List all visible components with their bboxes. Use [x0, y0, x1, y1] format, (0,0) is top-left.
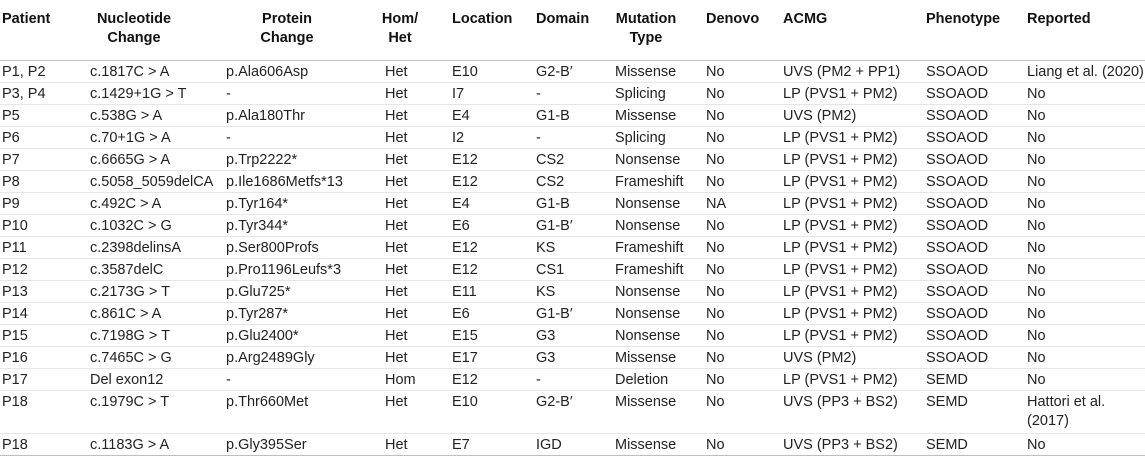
cell-acmg: UVS (PP3 + BS2) [783, 394, 898, 410]
cell-nucleotide: c.7465C > G [90, 350, 172, 366]
cell-domain: - [536, 86, 541, 102]
cell-denovo: No [706, 372, 725, 388]
cell-patient: P13 [2, 284, 28, 300]
cell-domain: G1-B′ [536, 306, 573, 322]
cell-phenotype: SSOAOD [926, 284, 989, 300]
table-row [0, 61, 1145, 83]
cell-patient: P8 [2, 174, 20, 190]
cell-acmg: LP (PVS1 + PM2) [783, 174, 898, 190]
cell-domain: - [536, 372, 541, 388]
cell-mutation: Splicing [615, 130, 666, 146]
cell-domain: G1-B′ [536, 218, 573, 234]
column-header-mutation [616, 10, 676, 48]
cell-nucleotide: c.1817C > A [90, 64, 170, 80]
cell-nucleotide: c.861C > A [90, 306, 162, 322]
cell-phenotype: SSOAOD [926, 350, 989, 366]
cell-homhet: Het [385, 108, 408, 124]
table-row [0, 237, 1145, 259]
cell-protein: p.Tyr287* [226, 306, 289, 322]
table-row [0, 171, 1145, 193]
cell-nucleotide: c.538G > A [90, 108, 163, 124]
cell-nucleotide: c.3587delC [90, 262, 164, 278]
cell-reported: No [1027, 130, 1046, 146]
column-header-line: Denovo [706, 11, 760, 27]
cell-location: E15 [452, 328, 478, 344]
cell-patient: P15 [2, 328, 28, 344]
cell-phenotype: SSOAOD [926, 152, 989, 168]
column-header-phenotype [926, 10, 1000, 29]
column-header-denovo [706, 10, 759, 29]
cell-mutation: Missense [615, 108, 677, 124]
cell-protein: p.Ile1686Metfs*13 [226, 174, 343, 190]
table-body [0, 61, 1145, 456]
cell-phenotype: SSOAOD [926, 174, 989, 190]
cell-denovo: No [706, 284, 725, 300]
cell-mutation: Nonsense [615, 218, 681, 234]
cell-phenotype: SSOAOD [926, 262, 989, 278]
cell-location: E12 [452, 152, 478, 168]
cell-nucleotide: c.2398delinsA [90, 240, 182, 256]
cell-phenotype: SEMD [926, 372, 968, 388]
cell-homhet: Het [385, 130, 408, 146]
cell-nucleotide: c.2173G > T [90, 284, 170, 300]
cell-acmg: LP (PVS1 + PM2) [783, 196, 898, 212]
cell-reported: No [1027, 240, 1046, 256]
column-header-line: Domain [536, 11, 590, 27]
cell-homhet: Het [385, 196, 408, 212]
cell-location: I2 [452, 130, 465, 146]
column-header-line: Protein [262, 11, 312, 27]
cell-denovo: No [706, 437, 725, 453]
cell-phenotype: SSOAOD [926, 196, 989, 212]
cell-phenotype: SSOAOD [926, 64, 989, 80]
cell-domain: CS2 [536, 174, 565, 190]
cell-nucleotide: c.1979C > T [90, 394, 170, 410]
cell-homhet: Het [385, 64, 408, 80]
cell-reported: No [1027, 284, 1046, 300]
cell-mutation: Frameshift [615, 174, 684, 190]
cell-phenotype: SSOAOD [926, 240, 989, 256]
cell-phenotype: SSOAOD [926, 328, 989, 344]
column-header-line: Patient [2, 11, 51, 27]
table-row [0, 391, 1145, 434]
column-header-homhet [382, 10, 418, 48]
column-header-nucleotide [97, 10, 171, 48]
cell-location: E12 [452, 372, 478, 388]
cell-mutation: Nonsense [615, 306, 681, 322]
cell-domain: G2-B′ [536, 64, 573, 80]
cell-homhet: Het [385, 218, 408, 234]
cell-mutation: Frameshift [615, 240, 684, 256]
cell-denovo: No [706, 394, 725, 410]
cell-denovo: No [706, 328, 725, 344]
cell-location: E12 [452, 262, 478, 278]
table-row [0, 434, 1145, 456]
cell-reported: No [1027, 108, 1046, 124]
cell-location: E4 [452, 108, 470, 124]
cell-mutation: Missense [615, 350, 677, 366]
cell-patient: P3, P4 [2, 86, 46, 102]
cell-reported: No [1027, 328, 1046, 344]
cell-nucleotide: c.1183G > A [90, 437, 170, 453]
cell-domain: CS1 [536, 262, 565, 278]
cell-acmg: UVS (PM2) [783, 350, 857, 366]
cell-reported: No [1027, 350, 1046, 366]
table-row [0, 347, 1145, 369]
cell-location: E10 [452, 64, 478, 80]
cell-homhet: Het [385, 350, 408, 366]
table-row [0, 193, 1145, 215]
table-row [0, 259, 1145, 281]
cell-homhet: Het [385, 394, 408, 410]
cell-homhet: Het [385, 152, 408, 168]
cell-acmg: LP (PVS1 + PM2) [783, 262, 898, 278]
table-row [0, 281, 1145, 303]
cell-protein: - [226, 86, 231, 102]
table-row [0, 105, 1145, 127]
cell-mutation: Nonsense [615, 152, 681, 168]
cell-homhet: Het [385, 174, 408, 190]
cell-patient: P14 [2, 306, 28, 322]
cell-reported: No [1027, 218, 1046, 234]
cell-mutation: Nonsense [615, 196, 681, 212]
cell-acmg: UVS (PP3 + BS2) [783, 437, 898, 453]
cell-denovo: No [706, 174, 725, 190]
cell-reported: No [1027, 196, 1046, 212]
cell-patient: P17 [2, 372, 28, 388]
column-header-line: Change [107, 30, 161, 46]
cell-location: E7 [452, 437, 470, 453]
column-header-line: Phenotype [926, 11, 1001, 27]
column-header-line: ACMG [783, 11, 828, 27]
cell-phenotype: SEMD [926, 394, 968, 410]
cell-location: E12 [452, 240, 478, 256]
cell-location: E6 [452, 218, 470, 234]
table-row [0, 83, 1145, 105]
column-header-line: Type [629, 30, 663, 46]
cell-patient: P10 [2, 218, 28, 234]
cell-protein: p.Pro1196Leufs*3 [226, 262, 342, 278]
cell-patient: P1, P2 [2, 64, 46, 80]
cell-domain: KS [536, 284, 556, 300]
column-header-location [452, 10, 512, 29]
table-header [0, 0, 1145, 61]
cell-location: E12 [452, 174, 478, 190]
cell-mutation: Missense [615, 64, 677, 80]
cell-mutation: Splicing [615, 86, 666, 102]
column-header-acmg [783, 10, 827, 29]
cell-acmg: LP (PVS1 + PM2) [783, 306, 898, 322]
cell-denovo: No [706, 86, 725, 102]
cell-location: E4 [452, 196, 470, 212]
cell-domain: G3 [536, 328, 556, 344]
column-header-domain [536, 10, 589, 29]
cell-patient: P5 [2, 108, 20, 124]
cell-patient: P7 [2, 152, 20, 168]
cell-phenotype: SSOAOD [926, 108, 989, 124]
cell-nucleotide: c.1429+1G > T [90, 86, 187, 102]
cell-protein: p.Gly395Ser [226, 437, 307, 453]
cell-location: E6 [452, 306, 470, 322]
cell-protein: p.Tyr344* [226, 218, 289, 234]
table-row [0, 325, 1145, 347]
cell-domain: IGD [536, 437, 562, 453]
cell-denovo: No [706, 262, 725, 278]
cell-homhet: Hom [385, 372, 416, 388]
cell-nucleotide: c.7198G > T [90, 328, 170, 344]
cell-mutation: Frameshift [615, 262, 684, 278]
cell-acmg: LP (PVS1 + PM2) [783, 372, 898, 388]
cell-patient: P11 [2, 240, 27, 256]
cell-homhet: Het [385, 306, 408, 322]
column-header-line: Het [388, 30, 412, 46]
cell-phenotype: SSOAOD [926, 306, 989, 322]
cell-patient: P12 [2, 262, 28, 278]
cell-protein: p.Thr660Met [226, 394, 309, 410]
cell-protein: p.Glu725* [226, 284, 291, 300]
cell-nucleotide: c.6665G > A [90, 152, 171, 168]
cell-denovo: No [706, 306, 725, 322]
cell-phenotype: SEMD [926, 437, 968, 453]
cell-denovo: No [706, 218, 725, 234]
cell-phenotype: SSOAOD [926, 86, 989, 102]
cell-domain: G3 [536, 350, 556, 366]
cell-mutation: Nonsense [615, 284, 681, 300]
column-header-patient [2, 10, 50, 29]
column-header-protein [260, 10, 313, 48]
cell-protein: p.Ser800Profs [226, 240, 319, 256]
cell-phenotype: SSOAOD [926, 218, 989, 234]
cell-acmg: LP (PVS1 + PM2) [783, 284, 898, 300]
cell-reported: No [1027, 306, 1046, 322]
cell-acmg: LP (PVS1 + PM2) [783, 152, 898, 168]
cell-domain: G2-B′ [536, 394, 573, 410]
cell-location: E11 [452, 284, 477, 300]
cell-denovo: No [706, 64, 725, 80]
cell-reported: No [1027, 372, 1046, 388]
cell-denovo: No [706, 130, 725, 146]
cell-patient: P18 [2, 437, 28, 453]
cell-protein: p.Glu2400* [226, 328, 299, 344]
cell-location: I7 [452, 86, 465, 102]
table-row [0, 215, 1145, 237]
cell-acmg: LP (PVS1 + PM2) [783, 218, 898, 234]
cell-phenotype: SSOAOD [926, 130, 989, 146]
cell-acmg: LP (PVS1 + PM2) [783, 240, 898, 256]
cell-reported: No [1027, 262, 1046, 278]
column-header-line: Change [260, 30, 314, 46]
cell-patient: P9 [2, 196, 20, 212]
cell-reported: No [1027, 437, 1046, 453]
cell-homhet: Het [385, 86, 408, 102]
cell-nucleotide: Del exon12 [90, 372, 164, 388]
cell-protein: - [226, 130, 231, 146]
cell-denovo: NA [706, 196, 727, 212]
column-header-line: Reported [1027, 11, 1091, 27]
cell-domain: - [536, 130, 541, 146]
cell-homhet: Het [385, 240, 408, 256]
cell-mutation: Missense [615, 394, 677, 410]
table-row [0, 303, 1145, 325]
cell-protein: p.Tyr164* [226, 196, 289, 212]
cell-nucleotide: c.492C > A [90, 196, 162, 212]
cell-domain: CS2 [536, 152, 565, 168]
cell-location: E17 [452, 350, 478, 366]
cell-acmg: UVS (PM2 + PP1) [783, 64, 901, 80]
cell-acmg: LP (PVS1 + PM2) [783, 130, 898, 146]
column-header-line: Location [452, 11, 513, 27]
cell-acmg: LP (PVS1 + PM2) [783, 328, 898, 344]
cell-protein: p.Arg2489Gly [226, 350, 315, 366]
cell-mutation: Missense [615, 437, 677, 453]
cell-denovo: No [706, 108, 725, 124]
cell-protein: p.Ala606Asp [226, 64, 309, 80]
cell-denovo: No [706, 350, 725, 366]
cell-acmg: LP (PVS1 + PM2) [783, 86, 898, 102]
cell-patient: P16 [2, 350, 28, 366]
cell-reported: No [1027, 152, 1046, 168]
cell-homhet: Het [385, 262, 408, 278]
table-row [0, 149, 1145, 171]
cell-protein: p.Ala180Thr [226, 108, 305, 124]
cell-reported: Hattori et al. (2017) [1027, 394, 1106, 429]
cell-nucleotide: c.5058_5059delCA [90, 174, 214, 190]
cell-homhet: Het [385, 328, 408, 344]
cell-nucleotide: c.70+1G > A [90, 130, 171, 146]
column-header-line: Nucleotide [96, 11, 172, 27]
cell-domain: G1-B [536, 196, 570, 212]
cell-protein: - [226, 372, 231, 388]
cell-mutation: Deletion [615, 372, 669, 388]
table-row [0, 369, 1145, 391]
table-row [0, 127, 1145, 149]
column-header-reported [1027, 10, 1091, 29]
column-header-line: Hom/ [381, 11, 419, 27]
cell-patient: P6 [2, 130, 20, 146]
column-header-line: Mutation [615, 11, 677, 27]
cell-reported: No [1027, 86, 1046, 102]
cell-mutation: Nonsense [615, 328, 681, 344]
cell-reported: No [1027, 174, 1046, 190]
cell-acmg: UVS (PM2) [783, 108, 857, 124]
cell-domain: KS [536, 240, 556, 256]
cell-nucleotide: c.1032C > G [90, 218, 172, 234]
cell-domain: G1-B [536, 108, 570, 124]
cell-protein: p.Trp2222* [226, 152, 298, 168]
cell-location: E10 [452, 394, 478, 410]
cell-reported: Liang et al. (2020) [1027, 64, 1144, 80]
cell-denovo: No [706, 240, 725, 256]
cell-patient: P18 [2, 394, 28, 410]
cell-homhet: Het [385, 284, 408, 300]
cell-homhet: Het [385, 437, 408, 453]
cell-denovo: No [706, 152, 725, 168]
